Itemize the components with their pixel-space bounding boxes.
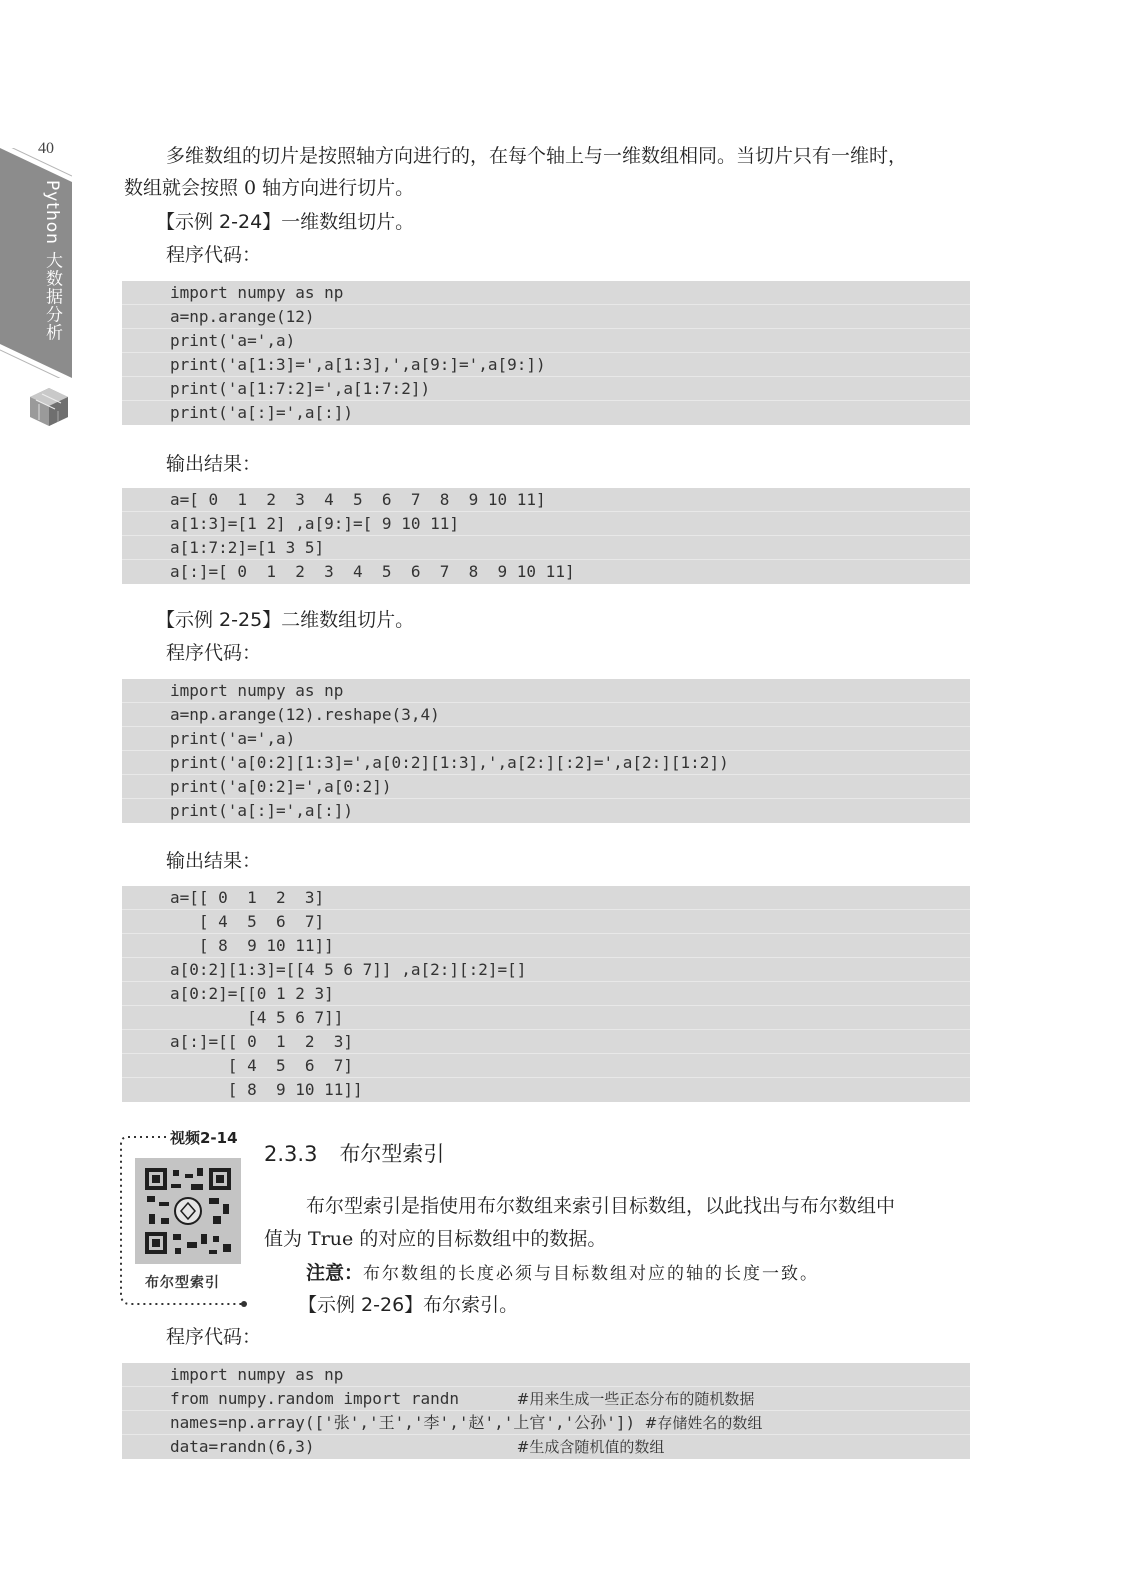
output-line: a[:]=[ 0 1 2 3 4 5 6 7 8 9 10 11] (170, 562, 575, 581)
example-label: 【示例 2-26】 (298, 1294, 424, 1316)
section-heading (264, 1138, 444, 1168)
example-label: 【示例 2-24】 (156, 211, 282, 233)
code-line (122, 1387, 970, 1411)
code-comment: #用来生成一些正态分布的随机数据 (516, 1390, 755, 1408)
code-line (122, 1363, 970, 1387)
output-line: a[1:3]=[1 2] ,a[9:]=[ 9 10 11] (122, 512, 970, 536)
code-block-26 (122, 1363, 970, 1459)
code-comment: #生成含随机值的数组 (516, 1438, 665, 1456)
output-line: [ 4 5 6 7] (122, 1054, 970, 1078)
code-comment: #存储姓名的数组 (644, 1414, 763, 1432)
code-line: print('a[1:7:2]=',a[1:7:2]) (122, 377, 970, 401)
output-line: a[0:2][1:3]=[[4 5 6 7]] ,a[2:][:2]=[] (122, 958, 970, 982)
output-line: a[:]=[[ 0 1 2 3] (122, 1030, 970, 1054)
output-line: [ 8 9 10 11]] (122, 934, 970, 958)
video-label: 视频2-14 (170, 1129, 238, 1147)
code-line: print('a=',a) (122, 329, 970, 353)
qr-code-icon[interactable] (135, 1158, 241, 1264)
section-title: 布尔型索引 (339, 1142, 445, 1166)
output-line: a[0:2]=[[0 1 2 3] (122, 982, 970, 1006)
example-title: 布尔索引。 (423, 1294, 519, 1316)
code-line: print('a[0:2][1:3]=',a[0:2][1:3],',a[2:][:2]=',a[2:][1:2]) (122, 751, 970, 775)
output-block-25 (122, 886, 970, 1102)
example-label: 【示例 2-25】 (156, 609, 282, 631)
code-label: 程序代码： (166, 244, 262, 266)
code-block-25 (122, 679, 970, 823)
output-block-24 (122, 488, 970, 584)
code-text: from numpy.random import randn (170, 1389, 517, 1408)
code-line: a=np.arange(12).reshape(3,4) (122, 703, 970, 727)
code-line: import numpy as np (122, 281, 970, 305)
section-para-line-1: 布尔型索引是指使用布尔数组来索引目标数组，以此找出与布尔数组中 (306, 1195, 896, 1217)
code-line: print('a[0:2]=',a[0:2]) (122, 775, 970, 799)
note (306, 1258, 819, 1285)
example-25-heading (156, 605, 414, 632)
output-line: a[1:7:2]=[1 3 5] (122, 536, 970, 560)
code-line: print('a[1:3]=',a[1:3],',a[9:]=',a[9:]) (122, 353, 970, 377)
output-line: a=[ 0 1 2 3 4 5 6 7 8 9 10 11] (122, 488, 970, 512)
note-label: 注意： (306, 1262, 364, 1284)
output-line: [ 8 9 10 11]] (170, 1080, 363, 1099)
output-line: [4 5 6 7]] (122, 1006, 970, 1030)
book-title: Python 大数据分析 (42, 180, 62, 342)
intro-line-1: 多维数组的切片是按照轴方向进行的，在每个轴上与一维数组相同。当切片只有一维时， (166, 145, 908, 167)
example-title: 一维数组切片。 (281, 211, 415, 233)
code-text: import numpy as np (170, 1365, 344, 1384)
section-number: 2.3.3 (264, 1142, 318, 1166)
output-line: a=[[ 0 1 2 3] (122, 886, 970, 910)
output-line: [ 4 5 6 7] (122, 910, 970, 934)
code-line: a=np.arange(12) (122, 305, 970, 329)
output-label: 输出结果： (166, 850, 262, 872)
video-caption: 布尔型索引 (145, 1275, 220, 1291)
code-text: data=randn(6,3) (170, 1437, 517, 1456)
code-line: import numpy as np (122, 679, 970, 703)
example-title: 二维数组切片。 (281, 609, 415, 631)
note-text: 布尔数组的长度必须与目标数组对应的轴的长度一致。 (363, 1264, 820, 1284)
code-line (122, 1411, 970, 1435)
code-label: 程序代码： (166, 642, 262, 664)
code-line: print('a=',a) (122, 727, 970, 751)
code-text: names=np.array(['张','王','李','赵','上官','公孙']) (170, 1413, 645, 1432)
code-line (122, 1435, 970, 1459)
code-block-24 (122, 281, 970, 425)
code-line: print('a[:]=',a[:]) (170, 403, 354, 422)
intro-line-2: 数组就会按照 0 轴方向进行切片。 (124, 177, 415, 199)
example-26-heading (298, 1290, 518, 1317)
code-line: print('a[:]=',a[:]) (170, 801, 354, 820)
output-label: 输出结果： (166, 453, 262, 475)
example-24-heading (156, 207, 414, 234)
section-para-line-2: 值为 True 的对应的目标数组中的数据。 (264, 1228, 607, 1250)
cube-logo-icon (26, 384, 72, 434)
page-number: 40 (38, 140, 54, 157)
code-label: 程序代码： (166, 1326, 262, 1348)
